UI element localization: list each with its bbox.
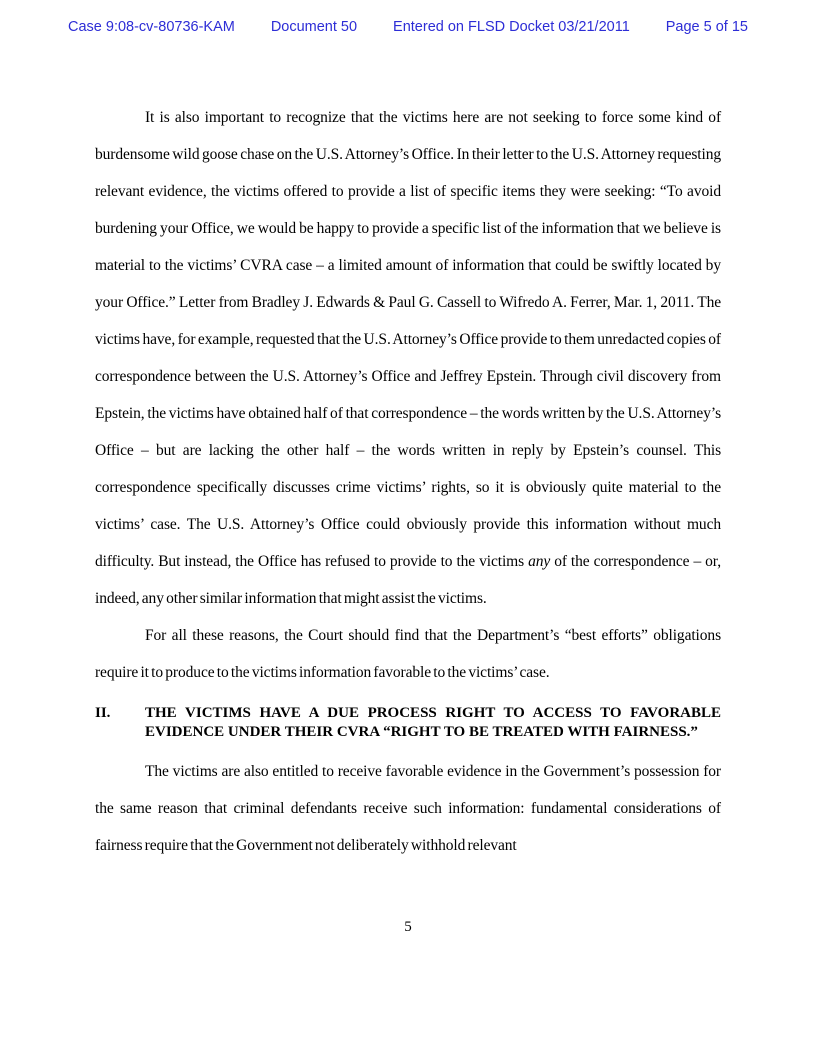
paragraph-1-italic-word: any [528, 553, 551, 570]
document-body [95, 99, 721, 864]
paragraph-1-text-before: It is also important to recognize that the victims here are not seeking to force some kind of burdensome wild goose chase on the U.S. Attorney’s Office. In their letter to the U.S. Attorney requesting relevant evidence, the victims offered to provide a list of specific items they were seeking: “To avoid burdening your Office, we would be happy to provide a specific list of the information that we believe is material to the victims’ CVRA case – a limited amount of information that could be swiftly located by your Office.” Letter from Bradley J. Edwards & Paul G. Cassell to Wifredo A. Ferrer, Mar. 1, 2011. The victims have, for example, requested that the U.S. Attorney’s Office provide to them unredacted copies of correspondence between the U.S. Attorney’s Office and Jeffrey Epstein. Through civil discovery from Epstein, the victims have obtained half of that correspondence – the words written by the U.S. Attorney’s Office – but are lacking the other half – the words written in reply by Epstein’s counsel. This correspondence specifically discusses crime victims’ rights, so it is obviously quite material to the victims’ case. The U.S. Attorney’s Office could obviously provide this information without much difficulty. But instead, the Office has refused to provide to the victims [95, 109, 721, 570]
docket-stamp-header [68, 19, 748, 35]
section-heading [95, 704, 721, 742]
page-number: 5 [404, 919, 412, 935]
header-page-indicator: Page 5 of 15 [665, 19, 748, 35]
body-paragraph-2: For all these reasons, the Court should find that the Department’s “best efforts” obligations require it to produce to the victims information favorable to the victims’ case. [95, 627, 721, 681]
body-paragraph-1 [95, 99, 721, 617]
section-heading-number: II. [95, 705, 111, 721]
header-document-number: Document 50 [270, 19, 358, 35]
section-heading-text: THE VICTIMS HAVE A DUE PROCESS RIGHT TO ACCESS TO FAVORABLE EVIDENCE UNDER THEIR CVRA “RIGHT TO BE TREATED WITH FAIRNESS.” [145, 705, 721, 740]
paragraph-1-text-after: of the correspondence – or, indeed, any other similar information that might assist the victims. [95, 553, 722, 607]
header-case-number: Case 9:08-cv-80736-KAM [68, 19, 235, 35]
body-paragraph-3: The victims are also entitled to receive favorable evidence in the Government’s possession for the same reason that criminal defendants receive such information: fundamental considerations of fairness require that the Government not deliberately withhold relevant [95, 763, 721, 854]
header-docket-entry: Entered on FLSD Docket 03/21/2011 [393, 19, 630, 35]
